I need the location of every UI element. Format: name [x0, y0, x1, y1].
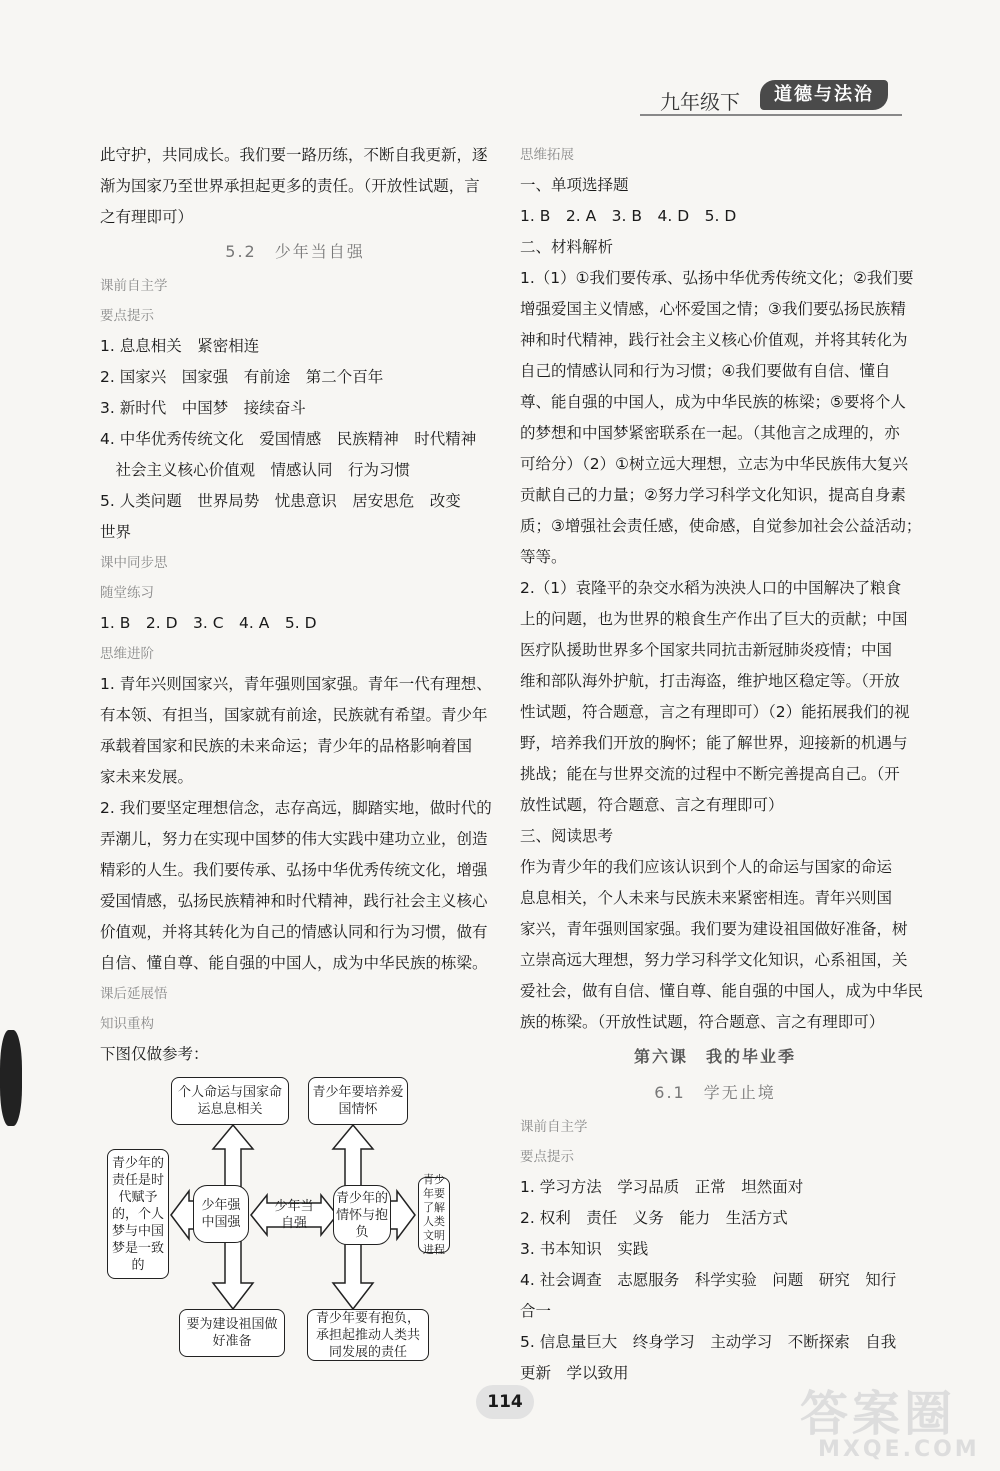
diagram-node: 青少年的责任是时代赋予的，个人梦与中国梦是一致的: [107, 1149, 169, 1279]
text-line: 作为青少年的我们应该认识到个人的命运与国家的命运: [520, 858, 893, 876]
part-title: 三、阅读思考: [520, 827, 614, 845]
text-line: 尊、能自强的中国人，成为中华民族的栋梁；⑤要将个人: [520, 393, 906, 411]
point-item: 1. 学习方法 学习品质 正常 坦然面对: [520, 1178, 804, 1196]
point-item: 5. 人类问题 世界局势 忧患意识 居安思危 改变: [100, 492, 461, 510]
text-line: 增强爱国主义情感，心怀爱国之情；③我们要弘扬民族精: [520, 300, 906, 318]
text-line: 此守护，共同成长。我们要一路历练，不断自我更新，逐: [100, 146, 488, 164]
text-line: 爱国情感，弘扬民族精神和时代精神，践行社会主义核心: [100, 892, 488, 910]
diagram-node: 少年强中国强: [193, 1185, 249, 1243]
section-label: 课后延展悟: [100, 986, 168, 1002]
diagram-node: 个人命运与国家命运息息相关: [171, 1077, 289, 1125]
text-line: 医疗队援助世界多个国家共同抗击新冠肺炎疫情；中国: [520, 641, 893, 659]
point-item: 更新 学以致用: [520, 1364, 629, 1382]
text-line: 弄潮儿，努力在实现中国梦的伟大实践中建功立业，创造: [100, 830, 488, 848]
text-line: 可给分）（2）①树立远大理想，立志为中华民族伟大复兴: [520, 455, 909, 473]
text-line: 2. 我们要坚定理想信念，志存高远，脚踏实地，做时代的: [100, 799, 492, 817]
part-title: 二、材料解析: [520, 238, 614, 256]
text-line: 立崇高远大理想，努力学习科学文化知识，心系祖国，关: [520, 951, 908, 969]
text-line: 1. 青年兴则国家兴，青年强则国家强。青年一代有理想、: [100, 675, 492, 693]
section-label: 课前自主学: [100, 278, 168, 294]
point-item: 5. 信息量巨大 终身学习 主动学习 不断探索 自我: [520, 1333, 897, 1351]
text-line: 自信、懂自尊、能自强的中国人，成为中华民族的栋梁。: [100, 954, 488, 972]
text-line: 的梦想和中国梦紧密联系在一起。（其他言之成理的，亦: [520, 424, 900, 442]
text-line: 息息相关，个人未来与民族未来紧密相连。青年兴则国: [520, 889, 893, 907]
point-item: 社会主义核心价值观 情感认同 行为习惯: [100, 461, 411, 479]
watermark-main: 答案圈: [800, 1386, 957, 1442]
header-rule: [640, 114, 902, 116]
page-number: 114: [476, 1385, 534, 1419]
answer-line: 1. B 2. D 3. C 4. A 5. D: [100, 614, 317, 632]
watermark-logo: [790, 1375, 990, 1471]
diagram-note: 下图仅做参考：: [100, 1045, 209, 1063]
subject-badge: 道德与法治: [760, 80, 888, 110]
section-label: 思维进阶: [100, 646, 154, 662]
text-line: 野，培养我们开放的胸怀；能了解世界，迎接新的机遇与: [520, 734, 908, 752]
text-line: 爱社会，做有自信、懂自尊、能自强的中国人，成为中华民: [520, 982, 924, 1000]
section-label: 知识重构: [100, 1016, 154, 1032]
text-line: 之有理即可）: [100, 208, 194, 226]
binding-mark: [0, 1030, 22, 1126]
knowledge-diagram: [105, 1077, 450, 1362]
point-item: 1. 息息相关 紧密相连: [100, 337, 260, 355]
text-line: 等等。: [520, 548, 567, 566]
text-line: 贡献自己的力量；②努力学习科学文化知识，提高自身素: [520, 486, 906, 504]
right-column: [520, 140, 924, 1389]
text-line: 价值观，并将其转化为自己的情感认同和行为习惯，做有: [100, 923, 488, 941]
part-title: 一、单项选择题: [520, 176, 629, 194]
section-label: 随堂练习: [100, 585, 154, 601]
section-title: 6.1 学无止境: [654, 1083, 776, 1102]
diagram-node: 少年当自强: [274, 1199, 314, 1231]
text-line: 维和部队海外护航，打击海盗，维护地区稳定等。（开放: [520, 672, 900, 690]
diagram-node: 青少年要有抱负，承担起推动人类共同发展的责任: [307, 1309, 429, 1361]
lesson-title: 第六课 我的毕业季: [633, 1047, 796, 1066]
point-item: 2. 国家兴 国家强 有前途 第二个百年: [100, 368, 384, 386]
text-line: 自己的情感认同和行为习惯；④我们要做有自信、懂自: [520, 362, 891, 380]
point-item: 世界: [100, 523, 132, 541]
text-line: 族的栋梁。（开放性试题，符合题意、言之有理即可）: [520, 1013, 885, 1031]
grade-label: 九年级下: [660, 90, 740, 114]
watermark-sub: MXQE.COM: [818, 1437, 980, 1462]
left-column: [100, 140, 490, 1070]
point-item: 3. 书本知识 实践: [520, 1240, 649, 1258]
text-line: 质；③增强社会责任感，使命感，自觉参加社会公益活动；: [520, 517, 922, 535]
text-line: 1.（1）①我们要传承、弘扬中华优秀传统文化；②我们要: [520, 269, 914, 287]
text-line: 承载着国家和民族的未来命运；青少年的品格影响着国: [100, 737, 473, 755]
point-item: 3. 新时代 中国梦 接续奋斗: [100, 399, 306, 417]
text-line: 放性试题，符合题意、言之有理即可）: [520, 796, 784, 814]
text-line: 有本领、有担当，国家就有前途，民族就有希望。青少年: [100, 706, 488, 724]
point-item: 4. 中华优秀传统文化 爱国情感 民族精神 时代精神: [100, 430, 477, 448]
text-line: 家未来发展。: [100, 768, 194, 786]
text-line: 精彩的人生。我们要传承、弘扬中华优秀传统文化，增强: [100, 861, 488, 879]
diagram-node: 青少年要了解人类文明进程: [418, 1177, 450, 1253]
text-line: 家兴，青年强则国家强。我们要为建设祖国做好准备，树: [520, 920, 908, 938]
text-line: 上的问题，也为世界的粮食生产作出了巨大的贡献；中国: [520, 610, 908, 628]
text-line: 渐为国家乃至世界承担起更多的责任。（开放性试题，言: [100, 177, 480, 195]
point-item: 2. 权利 责任 义务 能力 生活方式: [520, 1209, 788, 1227]
text-line: 性试题，符合题意，言之有理即可）（2）能拓展我们的视: [520, 703, 910, 721]
answer-line: 1. B 2. A 3. B 4. D 5. D: [520, 207, 737, 225]
point-item: 4. 社会调查 志愿服务 科学实验 问题 研究 知行: [520, 1271, 897, 1289]
text-line: 2.（1）袁隆平的杂交水稻为泱泱人口的中国解决了粮食: [520, 579, 902, 597]
diagram-node: 要为建设祖国做好准备: [179, 1309, 285, 1357]
diagram-node: 青少年的情怀与抱负: [333, 1185, 391, 1245]
section-label: 课前自主学: [520, 1119, 588, 1135]
text-line: 挑战；能在与世界交流的过程中不断完善提高自己。（开: [520, 765, 900, 783]
section-label: 要点提示: [100, 308, 154, 324]
point-item: 合一: [520, 1302, 552, 1320]
text-line: 神和时代精神，践行社会主义核心价值观，并将其转化为: [520, 331, 908, 349]
section-label: 思维拓展: [520, 147, 574, 163]
section-title: 5.2 少年当自强: [225, 242, 365, 261]
section-label: 要点提示: [520, 1149, 574, 1165]
diagram-node: 青少年要培养爱国情怀: [308, 1077, 408, 1125]
section-label: 课中同步思: [100, 555, 168, 571]
page-header: [640, 80, 902, 116]
